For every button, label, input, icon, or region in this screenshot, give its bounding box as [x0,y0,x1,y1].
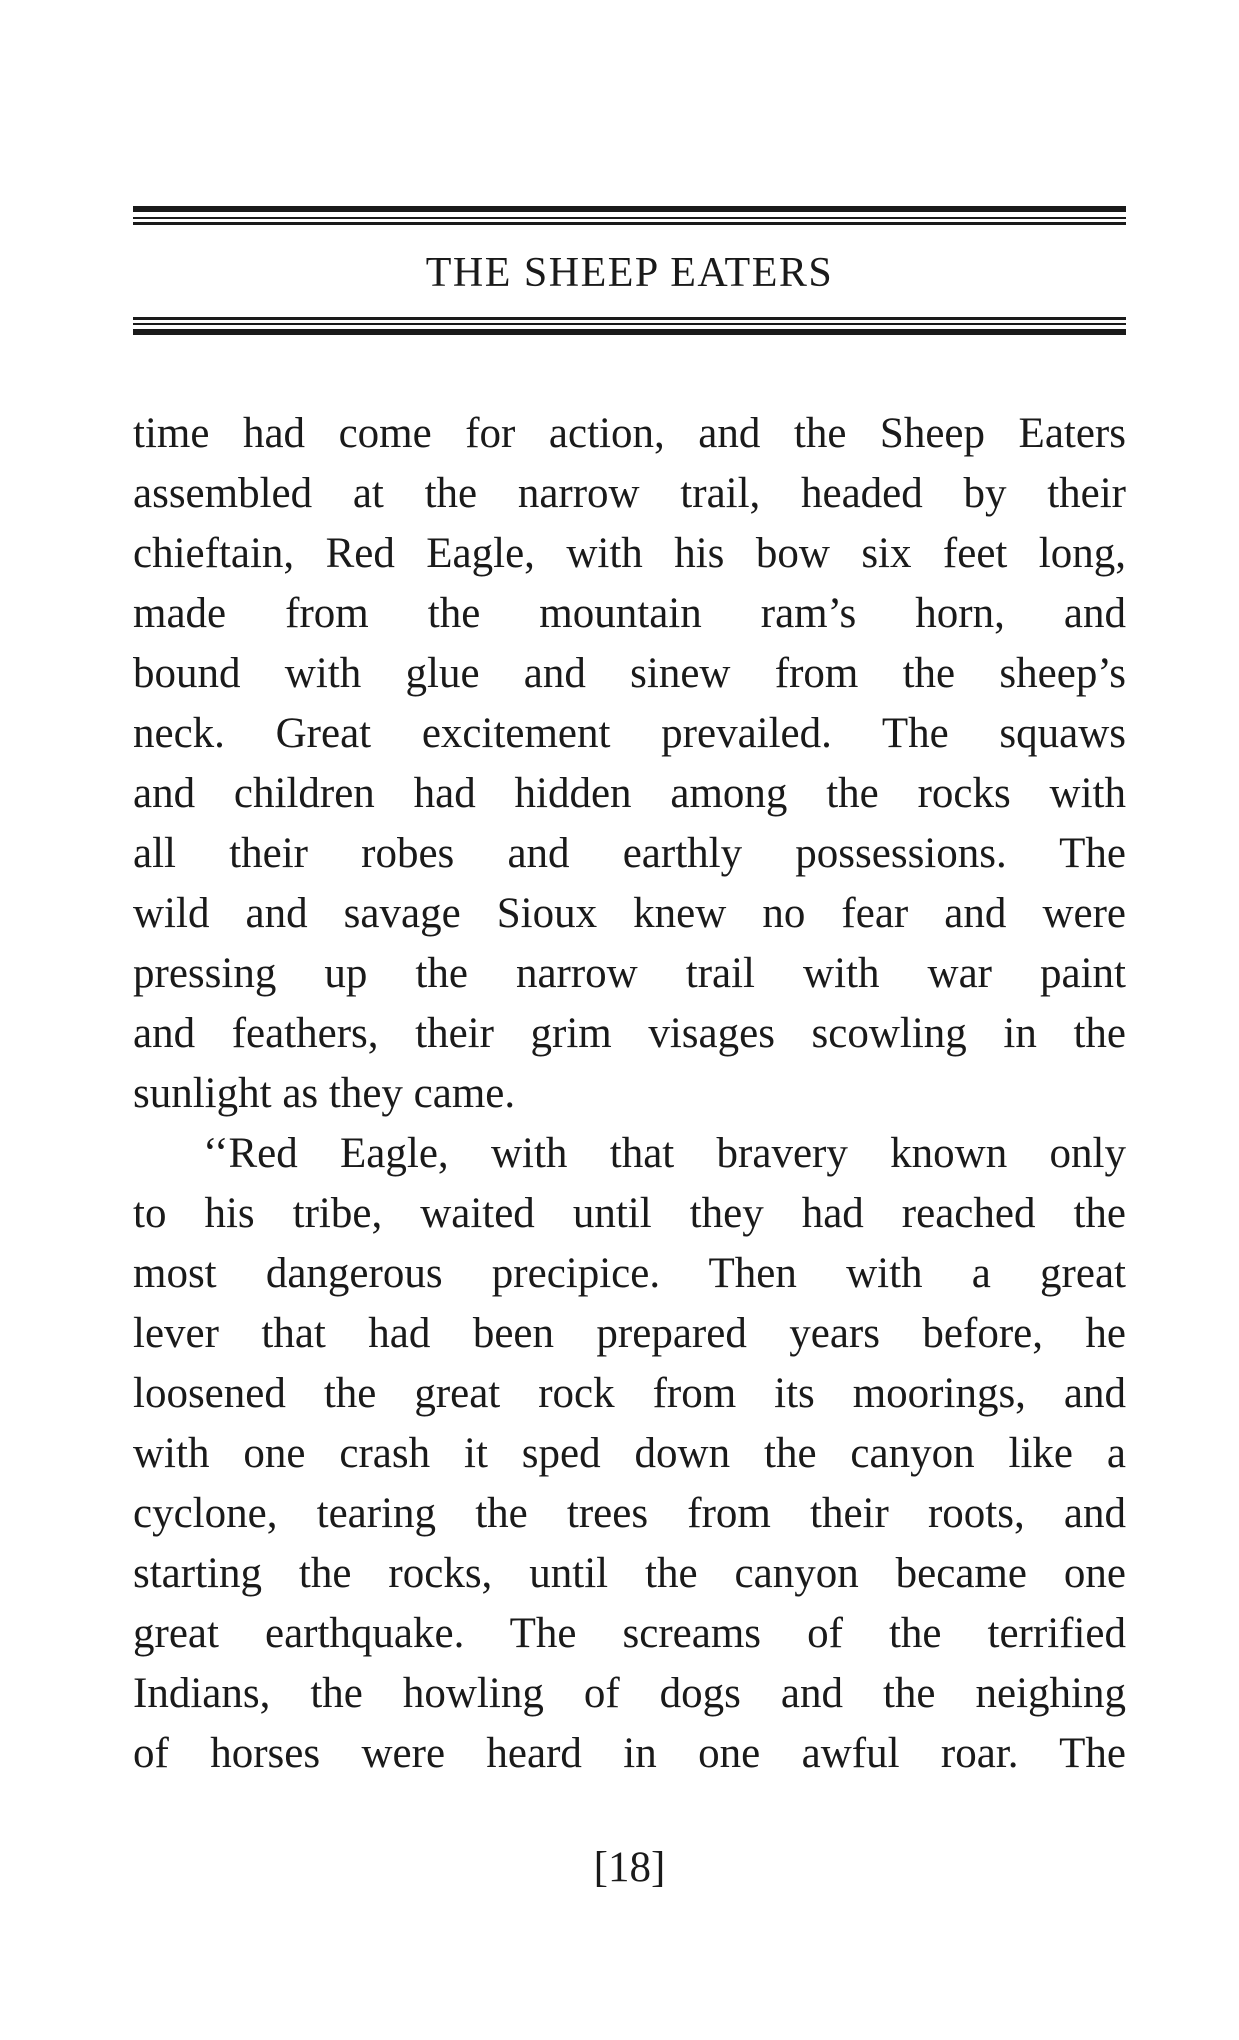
paragraph [133,404,1126,1124]
running-header: THE SHEEP EATERS [425,250,834,296]
text-line: and feathers, their grim visages scowling in the [133,1010,1126,1057]
header-rule-top [133,206,1126,226]
text-line: most dangerous precipice. Then with a great [133,1250,1126,1297]
text-line: and children had hidden among the rocks with [133,770,1126,817]
header-rule-bottom [133,317,1126,337]
text-line: bound with glue and sinew from the sheep’s [133,650,1126,697]
text-line: great earthquake. The screams of the terrified [133,1610,1126,1657]
page-number: [18] [593,1844,666,1891]
text-line: loosened the great rock from its moorings, and [133,1370,1126,1417]
text-line: Indians, the howling of dogs and the neighing [133,1670,1126,1717]
body-text [133,404,1126,1784]
text-line: wild and savage Sioux knew no fear and were [133,890,1126,937]
text-line: all their robes and earthly possessions. The [133,830,1126,877]
text-line: cyclone, tearing the trees from their roots, and [133,1490,1126,1537]
text-line: time had come for action, and the Sheep Eaters [133,410,1126,457]
text-line: lever that had been prepared years before, he [133,1310,1126,1357]
text-line: made from the mountain ram’s horn, and [133,590,1126,637]
text-line: chieftain, Red Eagle, with his bow six feet long, [133,530,1126,577]
paragraph [133,1124,1126,1784]
text-line: starting the rocks, until the canyon became one [133,1550,1126,1597]
text-line: assembled at the narrow trail, headed by their [133,470,1126,517]
text-line: ‘‘Red Eagle, with that bravery known only [203,1130,1126,1177]
text-line: with one crash it sped down the canyon like a [133,1430,1126,1477]
text-line: to his tribe, waited until they had reached the [133,1190,1126,1237]
text-line: sunlight as they came. [133,1070,516,1117]
text-line: pressing up the narrow trail with war paint [133,950,1126,997]
text-line: of horses were heard in one awful roar. The [133,1730,1126,1777]
text-line: neck. Great excitement prevailed. The squaws [133,710,1126,757]
